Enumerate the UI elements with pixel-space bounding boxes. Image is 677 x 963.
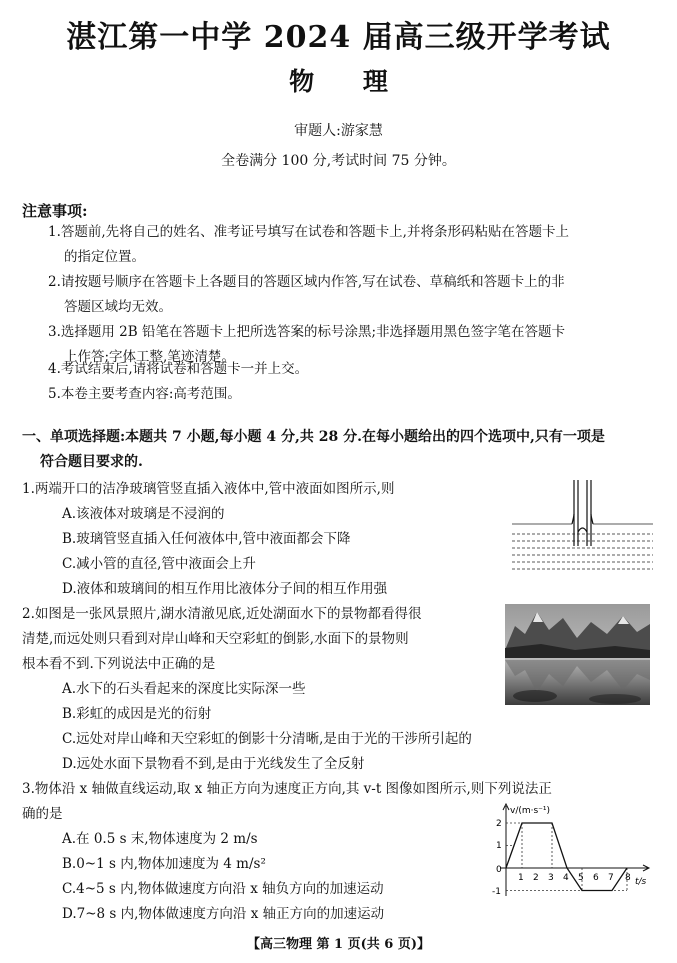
notes-title: 注意事项: (22, 202, 88, 220)
full-mark-line: 全卷满分 100 分,考试时间 75 分钟。 (221, 153, 456, 169)
note-line: 2.请按题号顺序在答题卡上各题目的答题区域内作答,写在试卷、草稿纸和答题卡上的非 (48, 274, 565, 290)
page-footer: 【高三物理 第 1 页(共 6 页)】 (246, 937, 431, 952)
liquid-surface-lines (512, 524, 653, 569)
note-item (48, 270, 658, 320)
y-axis-label: v/(m·s⁻¹) (510, 806, 551, 816)
question-2-option-a: A.水下的石头看起来的深度比实际深一些 (62, 681, 306, 697)
note-line: 1.答题前,先将自己的姓名、准考证号填写在试卷和答题卡上,并将条形码粘贴在答题卡上 (48, 224, 569, 240)
vt-graph (486, 800, 656, 902)
question-3-stem: 确的是 (22, 806, 63, 822)
section-line: 一、单项选择题:本题共 7 小题,每小题 4 分,共 28 分.在每小题给出的四个选项中,只有一项是 (22, 429, 605, 445)
lake-photo (505, 604, 650, 705)
question-1-option-b: B.玻璃管竖直插入任何液体中,管中液面都会下降 (62, 531, 351, 547)
glass-tube (572, 480, 593, 546)
x-tick-label: 8 (625, 873, 631, 883)
question-1-stem: 1.两端开口的洁净玻璃管竖直插入液体中,管中液面如图所示,则 (22, 481, 395, 497)
question-1-option-d: D.液体和玻璃间的相互作用比液体分子间的相互作用强 (62, 581, 388, 597)
section-line: 符合题目要求的. (40, 454, 143, 470)
x-axis-label: t/s (635, 877, 647, 887)
note-line: 4.考试结束后,请将试卷和答题卡一并上交。 (48, 361, 309, 377)
note-line: 的指定位置。 (64, 249, 145, 265)
capillary-tube-figure (510, 478, 655, 584)
note-line: 3.选择题用 2B 铅笔在答题卡上把所选答案的标号涂黑;非选择题用黑色签字笔在答题卡 (48, 324, 566, 340)
question-2-stem: 2.如图是一张风景照片,湖水清澈见底,近处湖面水下的景物都看得很 (22, 606, 422, 622)
x-tick-label: 6 (593, 873, 599, 883)
x-tick-label: 1 (518, 873, 524, 883)
y-tick-label: 2 (496, 819, 502, 829)
x-tick-label: 7 (608, 873, 614, 883)
question-1-option-c: C.减小管的直径,管中液面会上升 (62, 556, 256, 572)
question-2-option-b: B.彩虹的成因是光的衍射 (62, 706, 212, 722)
question-3-option-d: D.7~8 s 内,物体做速度方向沿 x 轴正方向的加速运动 (62, 906, 385, 922)
question-3-option-b: B.0~1 s 内,物体加速度为 4 m/s² (62, 856, 266, 872)
reviewer-line: 审题人:游家慧 (294, 123, 383, 139)
question-1-option-a: A.该液体对玻璃是不浸润的 (62, 506, 225, 522)
x-tick-label: 5 (578, 873, 584, 883)
note-item (48, 357, 658, 382)
note-line: 5.本卷主要考查内容:高考范围。 (48, 386, 241, 402)
y-tick-label: -1 (492, 887, 501, 897)
note-item (48, 382, 658, 407)
question-3-option-a: A.在 0.5 s 末,物体速度为 2 m/s (62, 831, 258, 847)
note-line: 答题区域均无效。 (64, 299, 172, 315)
y-tick-label: 1 (496, 841, 502, 851)
question-2-option-d: D.远处水面下景物看不到,是由于光线发生了全反射 (62, 756, 365, 772)
exam-title: 湛江第一中学 2024 届高三级开学考试 (66, 20, 611, 55)
x-tick-label: 2 (533, 873, 539, 883)
note-line: 上作答;字体工整,笔迹清楚。 (64, 349, 235, 365)
question-2-stem: 根本看不到.下列说法中正确的是 (22, 656, 216, 672)
x-tick-label: 4 (563, 873, 569, 883)
question-3-stem: 3.物体沿 x 轴做直线运动,取 x 轴正方向为速度正方向,其 v-t 图像如图所示,则下列说法正 (22, 781, 552, 797)
x-tick-label: 3 (548, 873, 554, 883)
subject-title: 物 理 (289, 67, 388, 96)
question-2-stem: 清楚,而远处则只看到对岸山峰和天空彩虹的倒影,水面下的景物则 (22, 631, 409, 647)
note-item (48, 220, 658, 270)
question-2-option-c: C.远处对岸山峰和天空彩虹的倒影十分清晰,是由于光的干涉所引起的 (62, 731, 472, 747)
section-heading (22, 425, 652, 475)
question-3-option-c: C.4~5 s 内,物体做速度方向沿 x 轴负方向的加速运动 (62, 881, 384, 897)
y-tick-label: 0 (496, 865, 502, 875)
